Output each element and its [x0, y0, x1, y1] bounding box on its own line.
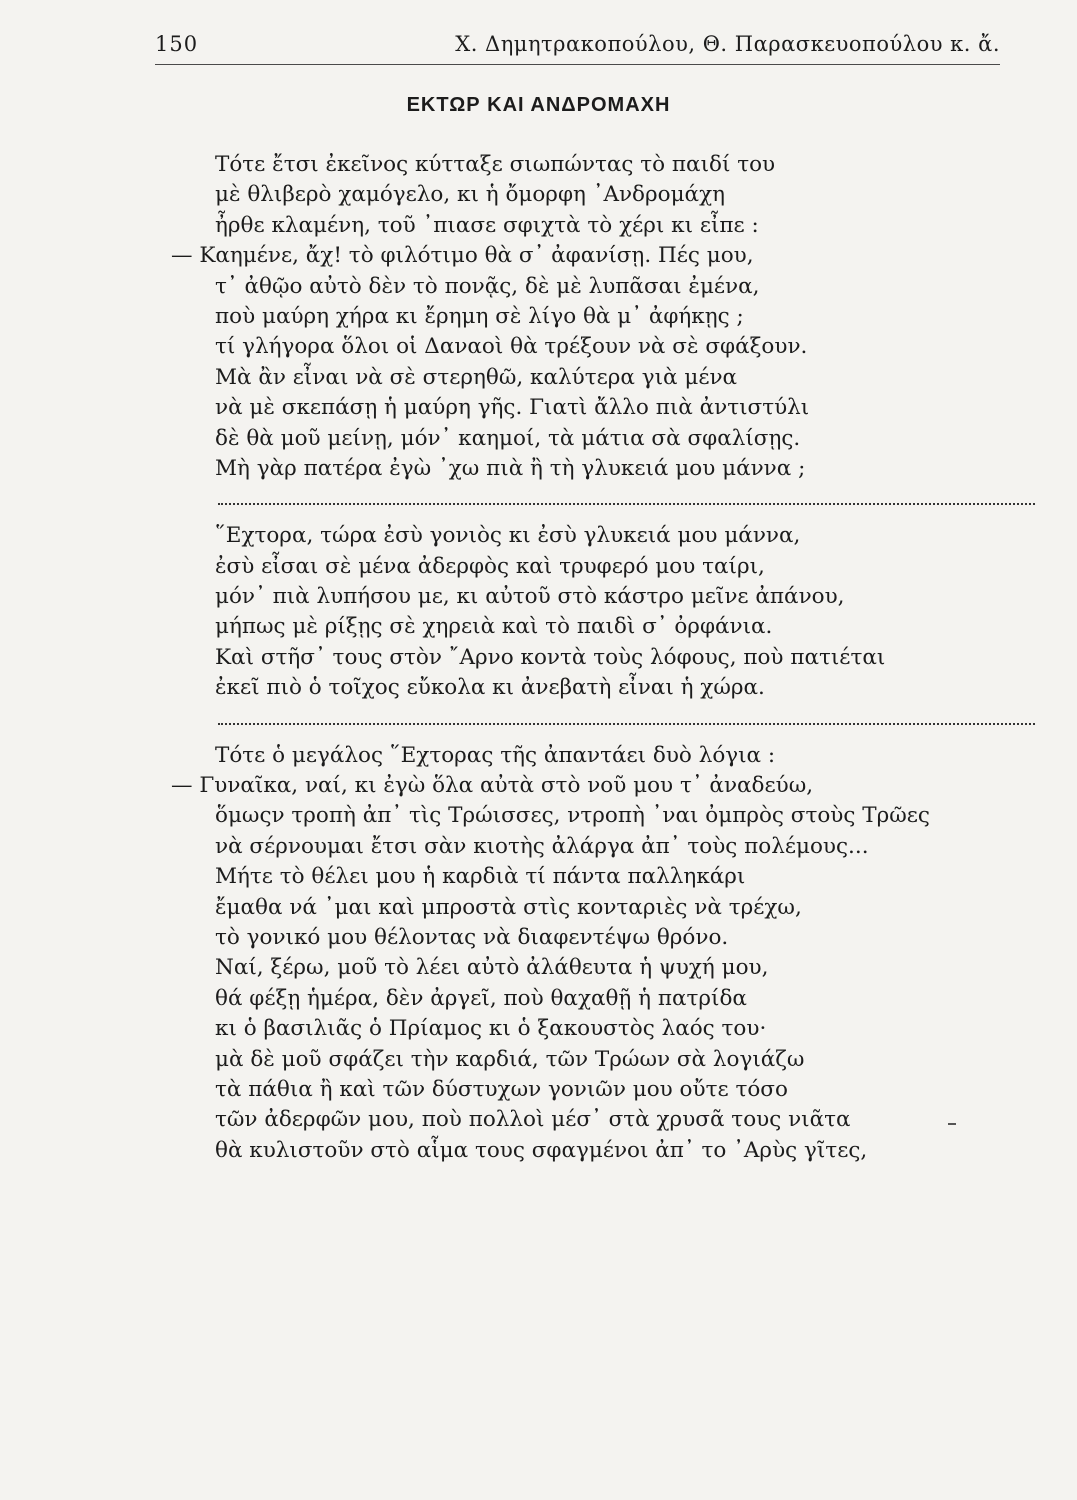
verse-line-dialogue: — Γυναῖκα, ναί, κι ἐγὼ ὅλα αὐτὰ στὸ νοῦ μου τ᾿ ἀναδεύω,	[171, 773, 814, 799]
verse-line: νὰ μὲ σκεπάσῃ ἡ μαύρη γῆς. Γιατὶ ἄλλο πιὰ ἀντιστύλι	[215, 395, 810, 421]
verse-line-dialogue: — Καημένε, ἄχ! τὸ φιλότιμο θὰ σ᾿ ἀφανίσῃ. Πές μου,	[171, 243, 754, 269]
verse-line: ἐκεῖ πιὸ ὁ τοῖχος εὔκολα κι ἀνεβατὴ εἶναι ἡ χώρα.	[215, 675, 765, 701]
verse-line: ὅμωςν τροπὴ ἀπ᾿ τὶς Τρώισσες, ντροπὴ ᾿ναι ὀμπρὸς στοὺς Τρῶες	[215, 803, 930, 829]
verse-line: μόν᾿ πιὰ λυπήσου με, κι αὐτοῦ στὸ κάστρο μεῖνε ἀπάνου,	[215, 584, 845, 610]
poem-title: ΕΚΤΩΡ ΚΑΙ ΑΝΔΡΟΜΑΧΗ	[406, 94, 671, 116]
verse-line: ῞Εχτορα, τώρα ἐσὺ γονιὸς κι ἐσὺ γλυκειά μου μάννα,	[215, 523, 801, 549]
ellipsis-separator	[218, 704, 1035, 725]
verse-line: Μήτε τὸ θέλει μου ἡ καρδιὰ τί πάντα παλληκάρι	[215, 864, 746, 890]
running-title: Χ. Δημητρακοπούλου, Θ. Παρασκευοπούλου κ. ἄ.	[455, 32, 1000, 56]
verse-line: μήπως μὲ ρίξῃς σὲ χηρειὰ καὶ τὸ παιδὶ σ᾿ ὀρφάνια.	[215, 614, 773, 640]
verse-line: νὰ σέρνουμαι ἔτσι σὰν κιοτὴς ἀλάργα ἀπ᾿ τοὺς πολέμους...	[215, 833, 869, 859]
verse-line: θά φέξῃ ἡμέρα, δὲν ἀργεῖ, ποὺ θαχαθῇ ἡ πατρίδα	[215, 985, 747, 1011]
verse-line: Ναί, ξέρω, μοῦ τὸ λέει αὐτὸ ἀλάθευτα ἡ ψυχή μου,	[215, 955, 769, 981]
verse-line: Μὰ ἂν εἶναι νὰ σὲ στερηθῶ, καλύτερα γιὰ μένα	[215, 364, 738, 390]
verse-line: τὰ πάθια ἢ καὶ τῶν δύστυχων γονιῶν μου οὔτε τόσο	[215, 1076, 788, 1102]
verse-line: μὲ θλιβερὸ χαμόγελο, κι ἡ ὄμορφη ᾿Ανδρομάχη	[215, 182, 725, 208]
verse-line: τ᾿ ἀθῷο αὐτὸ δὲν τὸ πονᾷς, δὲ μὲ λυπᾶσαι ἐμένα,	[215, 273, 760, 299]
verse-line: ἔμαθα νά ᾿μαι καὶ μπροστὰ στὶς κονταριὲς νὰ τρέχω,	[215, 894, 802, 920]
verse-line: δὲ θὰ μοῦ μείνῃ, μόν᾿ καημοί, τὰ μάτια σὰ σφαλίσῃς.	[215, 425, 801, 451]
stanza-2	[215, 521, 1035, 703]
margin-pencil-mark	[948, 1123, 956, 1125]
stanza-1	[171, 150, 1035, 484]
running-head	[155, 32, 1000, 65]
verse-line: ἐσὺ εἶσαι σὲ μένα ἀδερφὸς καὶ τρυφερό μου ταίρι,	[215, 553, 765, 579]
stanza-3	[171, 741, 1035, 1166]
ellipsis-separator	[218, 484, 1035, 505]
verse-line: Τότε ὁ μεγάλος ῞Εχτορας τῆς ἀπαντάει δυὸ λόγια :	[215, 742, 776, 768]
verse-line: ποὺ μαύρη χήρα κι ἔρημη σὲ λίγο θὰ μ᾿ ἀφήκῃς ;	[215, 303, 744, 329]
page-number: 150	[155, 32, 199, 56]
poem-body	[171, 150, 1035, 1166]
verse-line: τὸ γονικό μου θέλοντας νὰ διαφεντέψω θρόνο.	[215, 924, 729, 950]
verse-line: ἦρθε κλαμένη, τοῦ ᾿πιασε σφιχτὰ τὸ χέρι κι εἶπε :	[215, 212, 759, 238]
verse-line: Τότε ἔτσι ἐκεῖνος κύτταξε σιωπώντας τὸ παιδί του	[215, 152, 776, 177]
verse-line: κι ὁ βασιλιᾶς ὁ Πρίαμος κι ὁ ξακουστὸς λαός του·	[215, 1016, 767, 1042]
verse-line: Καὶ στῆσ᾿ τους στὸν ῎Αρνο κοντὰ τοὺς λόφους, ποὺ πατιέται	[215, 644, 886, 670]
verse-line: τῶν ἀδερφῶν μου, ποὺ πολλοὶ μέσ᾿ στὰ χρυσᾶ τους νιᾶτα	[215, 1107, 851, 1133]
verse-line: μὰ δὲ μοῦ σφάζει τὴν καρδιά, τῶν Τρώων σὰ λογιάζω	[215, 1046, 805, 1072]
verse-line: Μὴ γὰρ πατέρα ἐγὼ ᾿χω πιὰ ἢ τὴ γλυκειά μου μάννα ;	[215, 455, 806, 481]
verse-line: θὰ κυλιστοῦν στὸ αἷμα τους σφαγμένοι ἀπ᾿ το ᾿Αρὺς γῖτες,	[215, 1137, 868, 1163]
verse-line: τί γλήγορα ὅλοι οἱ Δαναοὶ θὰ τρέξουν νὰ σὲ σφάξουν.	[215, 334, 808, 360]
